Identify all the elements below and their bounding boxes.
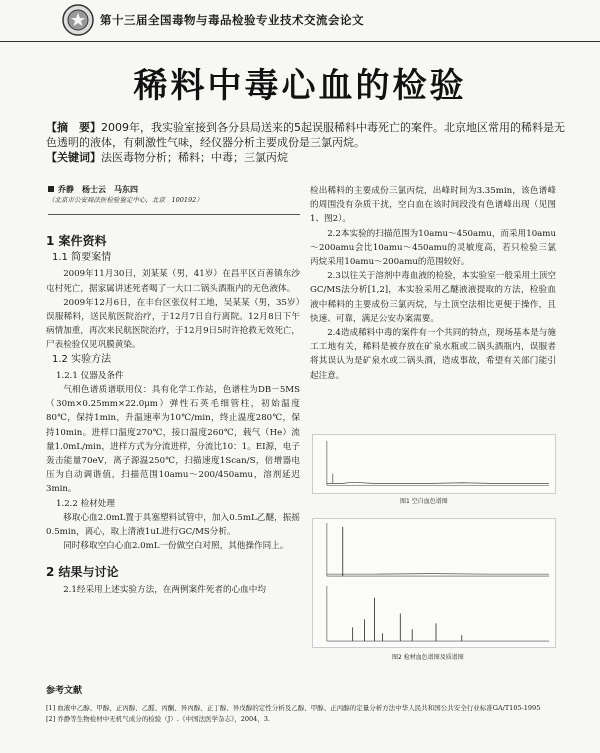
- section-heading: 1 案件资料: [46, 234, 107, 248]
- left-column: [46, 232, 300, 597]
- subsection-heading: 1.2 实验方法: [52, 353, 112, 365]
- right-column: [310, 184, 556, 383]
- reference-item: [1] 血液中乙醇、甲醇、正丙醇、乙醛、丙酮、异丙醇、正丁醇、异戊醇的定性分析及乙醇、甲醇、正丙醇的定量分析方法中华人民共和国公共安全行业标准GA/T105-1995: [46, 704, 541, 712]
- abstract-block: [46, 120, 566, 165]
- keywords-text: 法医毒物分析；稀料；中毒；三氯丙烷: [101, 151, 288, 164]
- figure-1-caption: 图1 空白血色谱图: [400, 498, 448, 505]
- references: [46, 686, 566, 725]
- figure-1-chromatogram: [312, 434, 556, 494]
- paragraph: 2.3以往关于溶剂中毒血液的检验，本实验室一般采用土顶空GC/MS法分析[1,2]，本实验采用乙醚液液提取的方法，检验血液中稀料的主要成份三氯丙烷，与土顶空法相比更便于操作，且快速、可靠，满足公安办案需要。: [310, 271, 556, 324]
- section-heading: 2 结果与讨论: [46, 565, 119, 580]
- subsubsection-heading: 1.2.1 仪器及条件: [56, 370, 124, 381]
- paragraph: 移取心血2.0mL置于具塞塑料试管中，加入0.5mL乙醚，振摇0.5min，离心，取上清液1uL进行GC/MS分析。: [46, 512, 300, 538]
- conference-title: 第十三届全国毒物与毒品检验专业技术交流会论文: [100, 13, 364, 27]
- police-emblem-icon: [62, 4, 94, 36]
- paragraph: 气相色谱质谱联用仪：具有化学工作站，色谱柱为DB－5MS（30m×0.25mm×22.0μm）弹性石英毛细管柱，初始温度80℃，保持1min，升温速率为10℃/min，终止温度280℃，保持10min。进样口温度270℃，接口温度260℃，载气（He）流量1.0mL/min，进样方式为分流进样，分流比10：1。EI源，电子轰击能量70eV，离子源温250℃，扫描速度1Scan/S，倍增器电压为自动调谐值，扫描范围10amu～200/450amu，溶剂延迟3min。: [46, 385, 300, 495]
- author-block: [48, 184, 298, 206]
- paragraph: 2009年12月6日，在丰台区张仪村工地，吴某某（男，35岁）误服稀料，送民航医院治疗，于12月7日自行离院。12月8日下午病情加重，再次来民航医院治疗，于12月9日5时许抢救无效死亡，尸表检验仅见巩膜黄染。: [46, 297, 300, 351]
- subsection-heading: 1.1 简要案情: [52, 252, 112, 264]
- paragraph: 2.4造成稀料中毒的案件有一个共同的特点，现场基本是与施工工地有关，稀料是被存放在矿泉水瓶或二锅头酒瓶内，误服者将其误认为是矿泉水或二锅头酒，造成事故，希望有关部门能引起注意。: [310, 328, 556, 381]
- affiliation: （北京市公安局法医检验鉴定中心，北京 100192）: [48, 196, 203, 204]
- paragraph: 同时移取空白心血2.0mL一份做空白对照，其他操作同上。: [63, 541, 289, 552]
- article-title: 稀料中毒心血的检验: [133, 66, 467, 106]
- divider: [48, 214, 300, 215]
- reference-item: [2] 乔静等生物检材中无机气成分的检验（J）.《中国法医学杂志》，2004，3.: [46, 715, 270, 723]
- subsubsection-heading: 1.2.2 检材处理: [56, 498, 115, 509]
- figure-2-chromatogram-spectrum: [312, 518, 556, 648]
- paragraph: 2.1经采用上述实验方法，在两例案件死者的心血中均: [63, 584, 266, 595]
- paragraph: 2.2本实验的扫描范围为10amu～450amu，而采用10amu～200amu会比10amu～450amu的灵敏度高，若只检验三氯丙烷采用10amu～200amu的范围较好。: [310, 228, 556, 268]
- bullet-square-icon: [48, 186, 54, 192]
- page-header: [0, 0, 600, 42]
- authors: 乔静 杨士云 马东四: [58, 184, 138, 194]
- abstract-label: 【摘 要】: [46, 121, 101, 134]
- figure-2-caption: 图2 检材血色谱图及质谱图: [392, 654, 464, 661]
- paragraph: 2009年11月30日，刘某某（男，41岁）在昌平区百善镇东沙屯村死亡，据家属讲述死者喝了一大口二锅头酒瓶内的无色液体。: [46, 269, 300, 294]
- abstract-text: 2009年，我实验室接到各分县局送来的5起误服稀料中毒死亡的案件。北京地区常用的稀料是无色透明的液体，有刺激性气味，经仪器分析主要成份是三氯丙烷。: [46, 121, 565, 149]
- keywords-label: 【关键词】: [46, 151, 101, 164]
- paragraph: 检出稀料的主要成份三氯丙烷，出峰时间为3.35min，该色谱峰的周围没有杂质干扰，空白血在该时间段没有色谱峰出现（见图1、图2）。: [310, 186, 556, 225]
- references-heading: 参考文献: [46, 686, 83, 696]
